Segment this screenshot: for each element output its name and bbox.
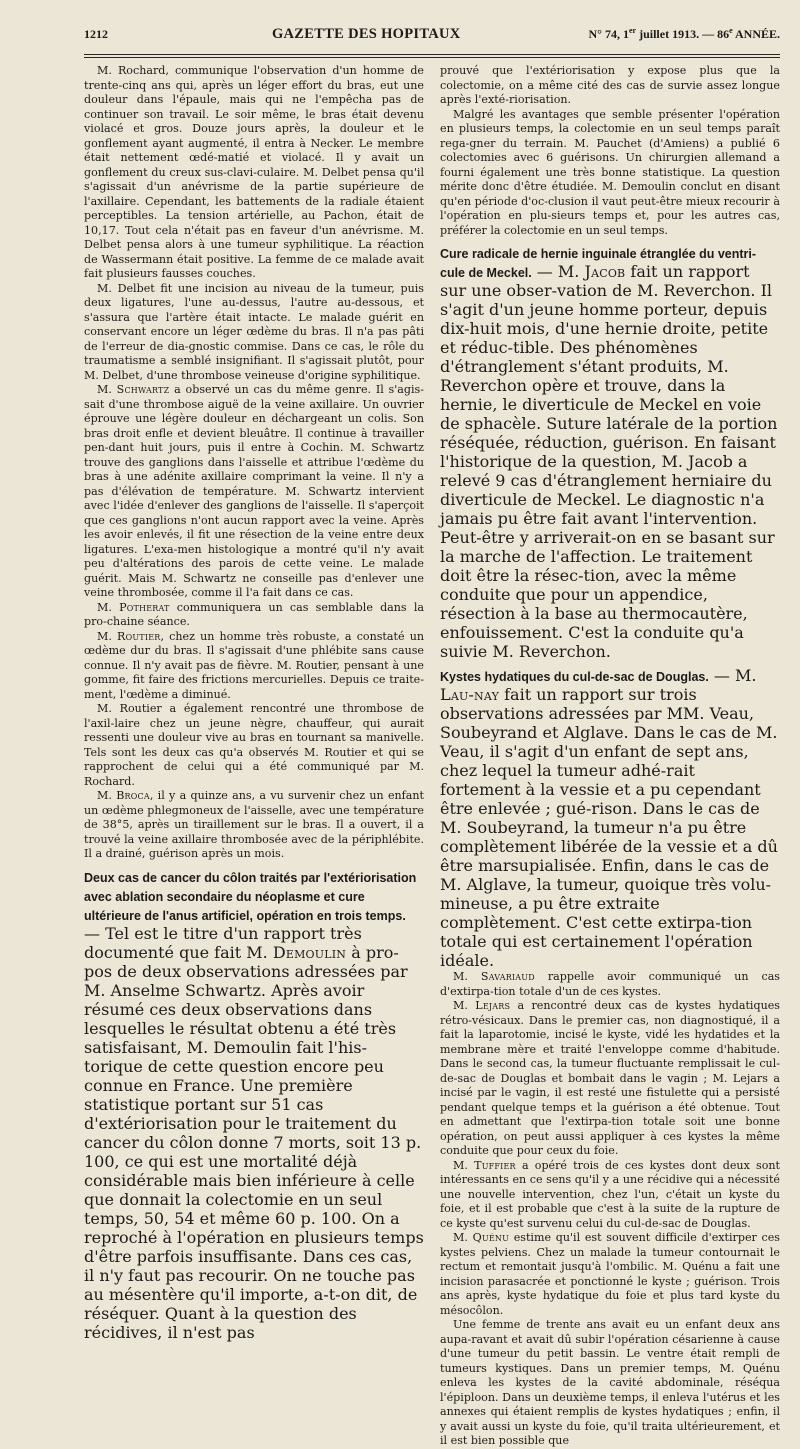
surgeon-name: Savariaud (480, 970, 535, 983)
paragraph (84, 630, 424, 703)
surgeon-name: Tuffier (474, 1158, 516, 1172)
m-prefix: M. (97, 629, 118, 643)
left-column (84, 64, 424, 1449)
surgeon-name: Lejars (475, 999, 511, 1012)
paragraph-text: , il y a quinze ans, a vu survenir chez un enfant un œdème phlegmoneux de l'aisselle, avec une température de 38°5, après un tiraillement sur le bras. Il a ouvert, il a trouvé la veine axillaire thrombosée avec de la périphlébite. Il a drainé, guérison après un mois. (84, 789, 424, 860)
page-number: 1212 (84, 27, 108, 41)
issue-prefix: N° 74, 1 (588, 27, 629, 41)
paragraph-text: rappelle avoir communiqué un cas d'extirpa-tion totale d'un de ces kystes. (440, 970, 781, 998)
issue-info (589, 26, 780, 42)
paragraph-text: à pro-pos de deux observations adressées par M. Anselme Schwartz. Après avoir résumé ces deux observations dans lesquelles le résultat obtenu a été très satisfaisant, M. Demoulin fait l'his-torique de cette question encore peu connue en France. Une première statistique portant sur 51 cas d'extériorisation pour le traitement du cancer du côlon donne 7 morts, soit 13 p. 100, ce qui est une mortalité déjà considérable mais bien inférieure à celle que donnait la colectomie en un seul temps, 50, 54 et même 60 p. 100. On a reproché à l'opération en plusieurs temps d'être parfois insuffisante. Dans ces cas, il n'y faut pas recourir. On ne touche pas au mésentère qu'il importe, a-t-on dit, de réséquer. Quant à la question des récidives, il n'est pas (84, 942, 424, 1342)
paragraph: prouvé que l'extériorisation y expose plus que la colectomie, on a même cité des cas de survie assez longue après l'exté-riorisation. (440, 64, 780, 106)
paragraph (84, 383, 424, 601)
paragraph-text: — Tel est le titre d'un rapport très documenté que fait M. (84, 923, 362, 962)
m-prefix: M. (97, 789, 117, 802)
issue-suffix: juillet 1913. — 86 (636, 27, 730, 41)
section-heading: Cure radicale de hernie inguinale étranglée du ventri-cule de Meckel. (440, 247, 757, 280)
issue-tail: ANNÉE. (732, 27, 780, 41)
page-header (84, 26, 780, 52)
surgeon-name: Broca (116, 789, 150, 802)
paragraph (440, 1231, 780, 1318)
surgeon-name: Jacob (584, 262, 626, 281)
paragraph (84, 601, 424, 630)
issue-sup2: e (729, 26, 733, 35)
issue-sup: er (628, 26, 637, 35)
paragraph (440, 1159, 780, 1232)
m-prefix: M. (453, 1231, 473, 1244)
paragraph: M. Rochard, communique l'observation d'un homme de trente-cinq ans qui, après un léger effort du bras, eut une douleur dans l'épaule, mais qui ne l'empêcha pas de continuer son travail. Le soir même, le bras était devenu violacé et gros. Douze jours après, la douleur et le gonflement ayant augmenté, il entra à Necker. Le membre était nettement œdé-matié et violacé. Il y avait un gonflement du creux sus-clavi-culaire. M. Delbet pensa qu'il s'agissait d'un anévrisme de la partie supérieure de l'axillaire. Cependant, les battements de la radiale étaient perceptibles. La tension artérielle, au Pachon, était de 10,17. Tout cela n'était pas en faveur d'un anévrisme. M. Delbet pensa alors à une tumeur syphilitique. La réaction de Wassermann était positive. La femme de ce malade avait fait plusieurs fausses couches. (84, 64, 424, 280)
paragraph: Malgré les avantages que semble présenter l'opération en plusieurs temps, la colectomie en un seul temps paraît rega-gner du terrain. M. Pauchet (d'Amiens) a publié 6 colectomies avec 6 guérisons. Un chirurgien allemand a fourni également une très bonne statistique. La question mérite donc d'être étudiée. M. Demoulin conclut en disant qu'en période d'oc-clusion il vaut peut-être mieux recourir à l'opération en plu-sieurs temps et, pour les autres cas, préférer la colectomie en un seul temps. (440, 107, 780, 237)
paragraph-text: , chez un homme très robuste, a constaté un œdème dur du bras. Il s'agissait d'une phlébite sans cause connue. Il n'y avait pas de fièvre. M. Routier, pensant à une gomme, fit faire des frictions mercurielles. Depuis ce traite-ment, l'œdème a diminué. (84, 629, 424, 701)
surgeon-name: Routier (117, 629, 161, 643)
paragraph-text: a observé un cas du même genre. Il s'agis-sait d'une thrombose aiguë de la veine axillaire. Un ouvrier éprouve une légère douleur en déchargeant un colis. Son bras droit enfle et devient bleuâtre. Il continue à travailler pen-dant huit jours, puis il entre à Cochin. M. Schwartz trouve des ganglions dans l'aisselle et attribue l'œdème du bras à une adénite axillaire comprimant la veine. Il n'y a pas d'élévation de température. M. Schwartz intervient avec l'idée d'enlever des ganglions de l'aisselle. Il s'aperçoit que ces ganglions n'ont aucun rapport avec la veine. Après les avoir enlevés, il fit une résection de la veine entre deux ligatures. L'exa-men histologique a montré qu'il n'y avait peu d'altérations des parois de cette veine. Le malade guérit. Mais M. Schwartz ne conseille pas d'enlever une veine thrombosée, comme il l'a fait dans ce cas. (84, 383, 424, 599)
section-heading: Kystes hydatiques du cul-de-sac de Douglas. (440, 670, 709, 684)
paragraph: M. Routier a également rencontré une thrombose de l'axil-laire chez un jeune nègre, chauffeur, qui aurait ressenti une douleur vive au bras en tournant sa manivelle. Tels sont les deux cas qu'a observés M. Routier et qui se rapprochent de celui qui a été communiqué par M. Rochard. (84, 702, 424, 788)
m-prefix: M. (97, 600, 120, 614)
journal-title: GAZETTE DES HOPITAUX (271, 26, 461, 42)
paragraph-text: fait un rapport sur trois observations adressées par MM. Veau, Soubeyrand et Alglave. Dans le cas de M. Veau, il s'agit d'un enfant de sept ans, chez lequel la tumeur adhé-rait fortement à la vessie et a pu cependant être enlevée ; gué-rison. Dans le cas de M. Soubeyrand, la tumeur n'a pu être complètement libérée de la vessie et a dû être marsupialisée. Enfin, dans le cas de M. Alglave, la tumeur, quoique très volu-mineuse, a pu être extraite complètement. C'est cette extirpa-tion totale qui est certainement l'opération idéale. (440, 685, 778, 970)
surgeon-name: Lau-nay (440, 685, 500, 704)
surgeon-name: Quénu (472, 1231, 510, 1244)
paragraph-text: estime qu'il est souvent difficile d'extirper ces kystes pelviens. Chez un malade la tumeur contournait le rectum et remontait jusqu'à l'ombilic. M. Quénu a fait une incision parasacrée et ponctionné le kyste ; guérison. Trois ans après, kyste hydatique du foie et plus tard kyste du mésocôlon. (440, 1231, 780, 1317)
paragraph: M. Delbet fit une incision au niveau de la tumeur, puis deux ligatures, l'une au-dessus, l'autre au-dessous, et s'assura que l'artère était intacte. Le malade guérit en conservant encore un léger œdème du bras. Il n'a pas pâti de l'erreur de dia-gnostic commise. Dans ce cas, le rôle du traumatisme a semblé insignifiant. Il s'agissait plutôt, pour M. Delbet, d'une thrombose veineuse d'origine syphilitique. (84, 281, 424, 382)
columns (84, 64, 780, 1449)
paragraph (440, 970, 780, 999)
paragraph (84, 789, 424, 862)
paragraph-text: a opéré trois de ces kystes dont deux sont intéressants en ce sens qu'il y a une récidive qui a nécessité une nouvelle intervention, chez l'un, c'était un kyste du foie, et il est probable que c'est à la suite de la rupture de ce kyste qu'est survenu celui du cul-de-sac de Douglas. (440, 1158, 780, 1230)
header-rule-thin (84, 57, 780, 58)
m-prefix: M. (453, 970, 481, 983)
surgeon-name: Demoulin (272, 942, 347, 962)
m-prefix: M. (453, 999, 476, 1012)
paragraph-text: — M. (708, 666, 757, 685)
paragraph-text: fait un rapport sur une obser-vation de M. Reverchon. Il s'agit d'un jeune homme porteur, depuis dix-huit mois, d'une hernie droite, petite et réduc-tible. Des phénomènes d'étranglement s'étant produits, M. Reverchon opère et trouve, dans la hernie, le diverticule de Meckel en voie de sphacèle. Suture latérale de la portion réséquée, réduction, guérison. En faisant l'historique de la question, M. Jacob a relevé 9 cas d'étranglement herniaire du diverticule de Meckel. Le diagnostic n'a jamais pu être fait avant l'intervention. Peut-être y arriverait-on en se basant sur la marche de l'affection. Le traitement doit être la résec-tion, avec la même conduite que pour un appendice, résection à la base au thermocautère, enfouissement. C'est la conduite qu'a suivie M. Reverchon. (440, 262, 778, 661)
surgeon-name: Schwartz (116, 383, 170, 396)
paragraph: Une femme de trente ans avait eu un enfant deux ans aupa-ravant et avait dû subir l'opération césarienne à cause d'une tumeur du petit bassin. Le ventre était rempli de tumeurs kystiques. Dans un premier temps, M. Quénu enleva les kystes de la cavité abdominale, réséqua l'épiploon. Dans un deuxième temps, il enleva l'utérus et les annexes qui étaient remplis de kystes hydatiques ; enfin, il y avait aussi un kyste du foie, qu'il traita ultérieurement, et il est bien possible que (440, 1318, 780, 1447)
m-prefix: M. (453, 1158, 475, 1172)
m-prefix: M. (97, 383, 117, 396)
section-heading: Deux cas de cancer du côlon traités par l'extériorisation avec ablation secondaire du néoplasme et cure ultérieure de l'anus artificiel, opération en trois temps. (84, 870, 417, 923)
surgeon-name: Potherat (119, 600, 170, 614)
paragraph-text: a rencontré deux cas de kystes hydatiques rétro-vésicaux. Dans le premier cas, non diagnostiqué, il a fait la laparotomie, incisé le kyste, vidé les hydatides et la membrane mère et traité l'enveloppe comme d'habitude. Dans le second cas, la tumeur fluctuante remplissait le cul-de-sac de Douglas et bombait dans le vagin ; M. Lejars a incisé par le vagin, il est resté une fistulette qui a persisté pendant quelque temps et la guérison a été obtenue. Tout en admettant que l'extirpa-tion totale soit une bonne opération, on peut aussi appliquer à ces kystes la même conduite que pour ceux du foie. (440, 999, 780, 1157)
header-rule (84, 54, 780, 55)
paragraph-text: communiquera un cas semblable dans la pro-chaine séance. (84, 600, 424, 628)
paragraph-text: — M. (531, 262, 585, 281)
paragraph (440, 999, 780, 1159)
right-column (440, 64, 780, 1449)
